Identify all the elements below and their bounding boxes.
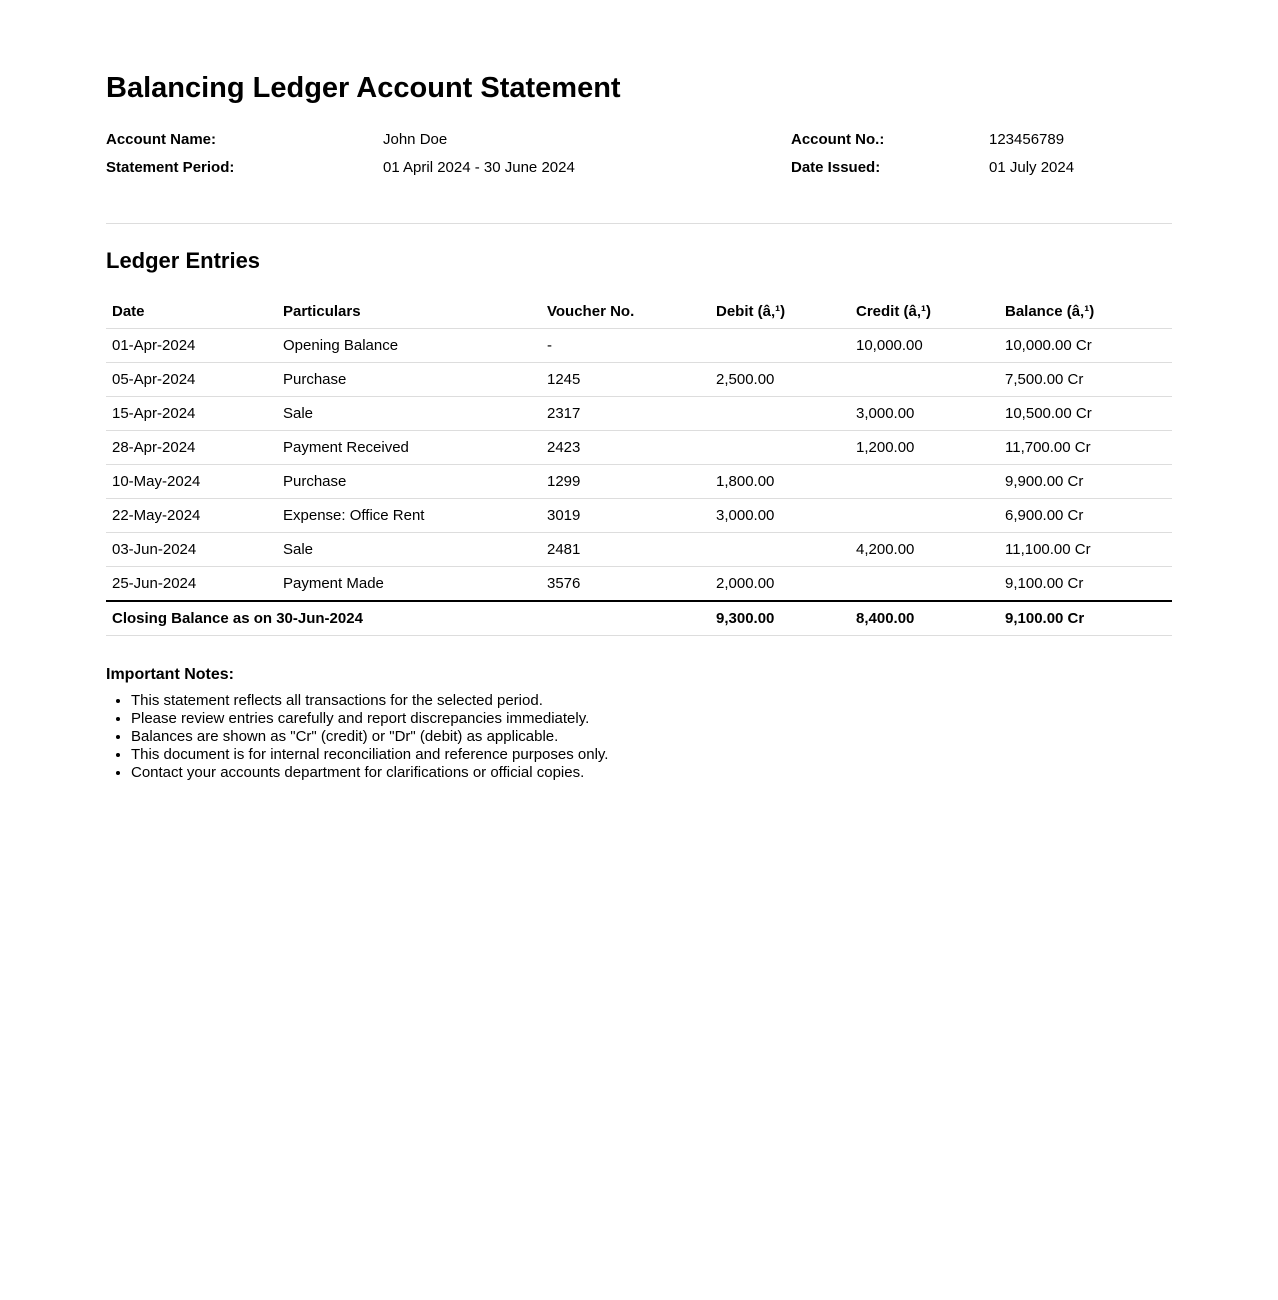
cell-particulars: Sale [277, 533, 541, 567]
cell-date: 03-Jun-2024 [106, 533, 277, 567]
table-row [106, 363, 1172, 397]
cell-particulars: Payment Received [277, 431, 541, 465]
cell-debit [710, 329, 850, 363]
cell-particulars: Opening Balance [277, 329, 541, 363]
ledger-table-body [106, 329, 1172, 602]
cell-voucher: 3019 [541, 499, 710, 533]
cell-date: 01-Apr-2024 [106, 329, 277, 363]
cell-credit [850, 499, 999, 533]
cell-voucher: 2423 [541, 431, 710, 465]
table-row [106, 397, 1172, 431]
note-item: • Contact your accounts department for clarifications or official copies. [131, 764, 1172, 782]
account-info [106, 131, 1172, 176]
cell-credit: 1,200.00 [850, 431, 999, 465]
cell-date: 15-Apr-2024 [106, 397, 277, 431]
cell-particulars: Sale [277, 397, 541, 431]
note-item: • This document is for internal reconciliation and reference purposes only. [131, 746, 1172, 764]
table-header-row [106, 295, 1172, 329]
cell-date: 10-May-2024 [106, 465, 277, 499]
cell-balance: 11,100.00 Cr [999, 533, 1172, 567]
cell-balance: 10,500.00 Cr [999, 397, 1172, 431]
table-row [106, 329, 1172, 363]
cell-balance: 6,900.00 Cr [999, 499, 1172, 533]
date-issued-label: Date Issued: [791, 159, 881, 176]
column-header-voucher-no: Voucher No. [541, 295, 710, 329]
note-item: • Please review entries carefully and report discrepancies immediately. [131, 710, 1172, 728]
note-item: • Balances are shown as "Cr" (credit) or "Dr" (debit) as applicable. [131, 728, 1172, 746]
cell-voucher: 2481 [541, 533, 710, 567]
table-row [106, 499, 1172, 533]
cell-date: 05-Apr-2024 [106, 363, 277, 397]
column-header-credit: Credit (â‚¹) [850, 295, 999, 329]
cell-balance: 10,000.00 Cr [999, 329, 1172, 363]
table-row [106, 465, 1172, 499]
cell-credit [850, 465, 999, 499]
cell-date: 28-Apr-2024 [106, 431, 277, 465]
statement-period-label: Statement Period: [106, 159, 235, 176]
account-no-value: 123456789 [989, 131, 1065, 148]
cell-debit [710, 431, 850, 465]
cell-credit: 10,000.00 [850, 329, 999, 363]
cell-voucher: 2317 [541, 397, 710, 431]
column-header-date: Date [106, 295, 277, 329]
statement-page [106, 0, 1172, 1300]
important-notes-heading: Important Notes: [106, 666, 234, 683]
cell-balance: 11,700.00 Cr [999, 431, 1172, 465]
cell-date: 25-Jun-2024 [106, 567, 277, 602]
column-header-balance: Balance (â‚¹) [999, 295, 1172, 329]
cell-balance: 9,100.00 Cr [999, 567, 1172, 602]
note-item: • This statement reflects all transactions for the selected period. [131, 692, 1172, 710]
column-header-particulars: Particulars [277, 295, 541, 329]
cell-particulars: Purchase [277, 465, 541, 499]
cell-particulars: Expense: Office Rent [277, 499, 541, 533]
date-issued-value: 01 July 2024 [989, 159, 1075, 176]
page-title: Balancing Ledger Account Statement [106, 72, 621, 104]
cell-debit: 2,500.00 [710, 363, 850, 397]
important-notes-list [106, 692, 1172, 782]
section-divider [106, 223, 1172, 224]
cell-debit [710, 397, 850, 431]
table-row [106, 431, 1172, 465]
cell-credit: 4,200.00 [850, 533, 999, 567]
cell-date: 22-May-2024 [106, 499, 277, 533]
cell-particulars: Purchase [277, 363, 541, 397]
cell-debit [710, 533, 850, 567]
cell-debit: 2,000.00 [710, 567, 850, 602]
closing-credit-total: 8,400.00 [850, 601, 999, 636]
cell-voucher: 1245 [541, 363, 710, 397]
account-name-value: John Doe [383, 131, 448, 148]
closing-balance-value: 9,100.00 Cr [999, 601, 1172, 636]
cell-voucher: 1299 [541, 465, 710, 499]
closing-balance-row [106, 601, 1172, 636]
important-notes-section [106, 666, 1172, 782]
cell-particulars: Payment Made [277, 567, 541, 602]
cell-credit [850, 567, 999, 602]
cell-voucher: 3576 [541, 567, 710, 602]
closing-debit-total: 9,300.00 [710, 601, 850, 636]
cell-balance: 9,900.00 Cr [999, 465, 1172, 499]
cell-balance: 7,500.00 Cr [999, 363, 1172, 397]
cell-credit: 3,000.00 [850, 397, 999, 431]
table-row [106, 533, 1172, 567]
ledger-table [106, 295, 1172, 636]
table-row [106, 567, 1172, 602]
closing-balance-label: Closing Balance as on 30-Jun-2024 [106, 601, 710, 636]
column-header-debit: Debit (â‚¹) [710, 295, 850, 329]
cell-credit [850, 363, 999, 397]
cell-debit: 3,000.00 [710, 499, 850, 533]
cell-debit: 1,800.00 [710, 465, 850, 499]
cell-voucher: - [541, 329, 710, 363]
ledger-entries-heading: Ledger Entries [106, 248, 261, 273]
account-no-label: Account No.: [791, 131, 885, 148]
statement-period-value: 01 April 2024 - 30 June 2024 [383, 159, 575, 176]
account-name-label: Account Name: [106, 131, 217, 148]
